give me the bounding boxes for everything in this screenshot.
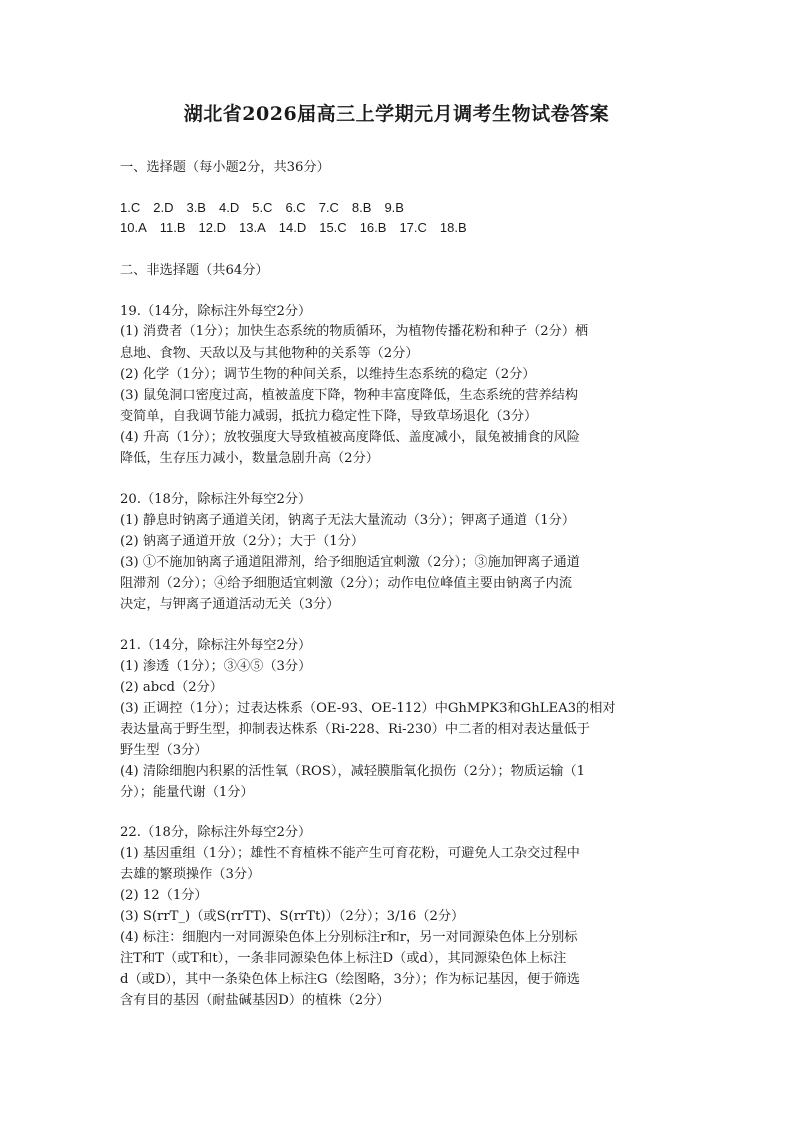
q20-line: (1) 静息时钠离子通道关闭，钠离子无法大量流动（3分）；钾离子通道（1分） <box>120 513 576 528</box>
q20-line: 决定，与钾离子通道活动无关（3分） <box>120 597 340 612</box>
section1-heading: 一、选择题（每小题2分，共36分） <box>120 160 330 175</box>
choice-answers-row-1 <box>120 198 417 218</box>
q21-heading: 21.（14分，除标注外每空2分） <box>120 638 312 653</box>
section2-heading: 二、非选择题（共64分） <box>120 263 269 278</box>
choice-answer: 6.C <box>285 200 306 215</box>
q21-line: (4) 清除细胞内积累的活性氧（ROS），减轻膜脂氧化损伤（2分）；物质运输（1 <box>120 764 586 779</box>
q22-line: 注T和T（或T和t），一条非同源染色体上标注D（或d），其同源染色体上标注 <box>120 951 567 966</box>
q22-line: 去雄的繁琐操作（3分） <box>120 867 261 882</box>
choice-answer: 5.C <box>252 200 273 215</box>
choice-answer: 10.A <box>120 220 147 235</box>
choice-answer: 11.B <box>159 220 186 235</box>
q22-line: (3) S(rrT_)（或S(rrTT)、S(rrTt)）（2分）；3/16（2分） <box>120 909 465 924</box>
choice-answer: 3.B <box>186 200 206 215</box>
q20-heading: 20.（18分，除标注外每空2分） <box>120 492 312 507</box>
choice-answer: 18.B <box>439 220 467 235</box>
q21-line: 野生型（3分） <box>120 743 208 758</box>
choice-answer: 14.D <box>278 220 307 235</box>
q22-line: 含有目的基因（耐盐碱基因D）的植株（2分） <box>120 993 390 1008</box>
q22-heading: 22.（18分，除标注外每空2分） <box>120 825 312 840</box>
choice-answer: 15.C <box>319 220 347 235</box>
choice-answer: 16.B <box>359 220 387 235</box>
q19-line: 变简单，自我调节能力减弱，抵抗力稳定性下降，导致草场退化（3分） <box>120 409 538 424</box>
q22-line: (4) 标注：细胞内一对同源染色体上分别标注r和r，另一对同源染色体上分别标 <box>120 930 578 945</box>
q22-line: d（或D），其中一条染色体上标注G（绘图略，3分）；作为标记基因，便于筛选 <box>120 972 580 987</box>
choice-answer: 7.C <box>318 200 339 215</box>
q20-line: 阻滞剂（2分）；④给予细胞适宜刺激（2分）；动作电位峰值主要由钠离子内流 <box>120 576 572 591</box>
q19-line: (2) 化学（1分）；调节生物的种间关系，以维持生态系统的稳定（2分） <box>120 367 536 382</box>
choice-answer: 4.D <box>218 200 240 215</box>
q19-heading: 19.（14分，除标注外每空2分） <box>120 304 312 319</box>
q21-line: (1) 渗透（1分）；③④⑤（3分） <box>120 659 312 674</box>
q21-line: 表达量高于野生型，抑制表达株系（Ri-228、Ri-230）中二者的相对表达量低于 <box>120 722 590 737</box>
choice-answer: 8.B <box>351 200 372 215</box>
choice-answer: 13.A <box>239 220 266 235</box>
choice-answer: 2.D <box>153 200 174 215</box>
choice-answer: 9.B <box>384 200 404 215</box>
q21-line: 分）；能量代谢（1分） <box>120 785 254 800</box>
choice-answer: 12.D <box>198 220 226 235</box>
q20-line: (3) ①不施加钠离子通道阻滞剂，给予细胞适宜刺激（2分）；③施加钾离子通道 <box>120 555 580 570</box>
q19-line: 降低，生存压力减小，数量急剧升高（2分） <box>120 451 379 466</box>
q19-line: 息地、食物、天敌以及与其他物种的关系等（2分） <box>120 346 419 361</box>
page-title: 湖北省2026届高三上学期元月调考生物试卷答案 <box>183 103 610 125</box>
q19-line: (3) 鼠兔洞口密度过高，植被盖度下降，物种丰富度降低，生态系统的营养结构 <box>120 388 579 403</box>
q21-line: (2) abcd（2分） <box>120 680 223 695</box>
q20-line: (2) 钠离子通道开放（2分）；大于（1分） <box>120 534 365 549</box>
choice-answer: 17.C <box>399 220 427 235</box>
q22-line: (2) 12（1分） <box>120 888 208 903</box>
q19-line: (4) 升高（1分）；放牧强度大导致植被高度降低、盖度减小，鼠兔被捕食的风险 <box>120 430 580 445</box>
q22-line: (1) 基因重组（1分）；雄性不育植株不能产生可育花粉，可避免人工杂交过程中 <box>120 846 580 861</box>
choice-answer: 1.C <box>120 200 141 215</box>
choice-answers-row-2 <box>120 218 480 238</box>
q21-line: (3) 正调控（1分）；过表达株系（OE-93、OE-112）中GhMPK3和GhLEA3的相对 <box>120 701 616 716</box>
q19-line: (1) 消费者（1分）；加快生态系统的物质循环，为植物传播花粉和种子（2分）栖 <box>120 324 589 339</box>
